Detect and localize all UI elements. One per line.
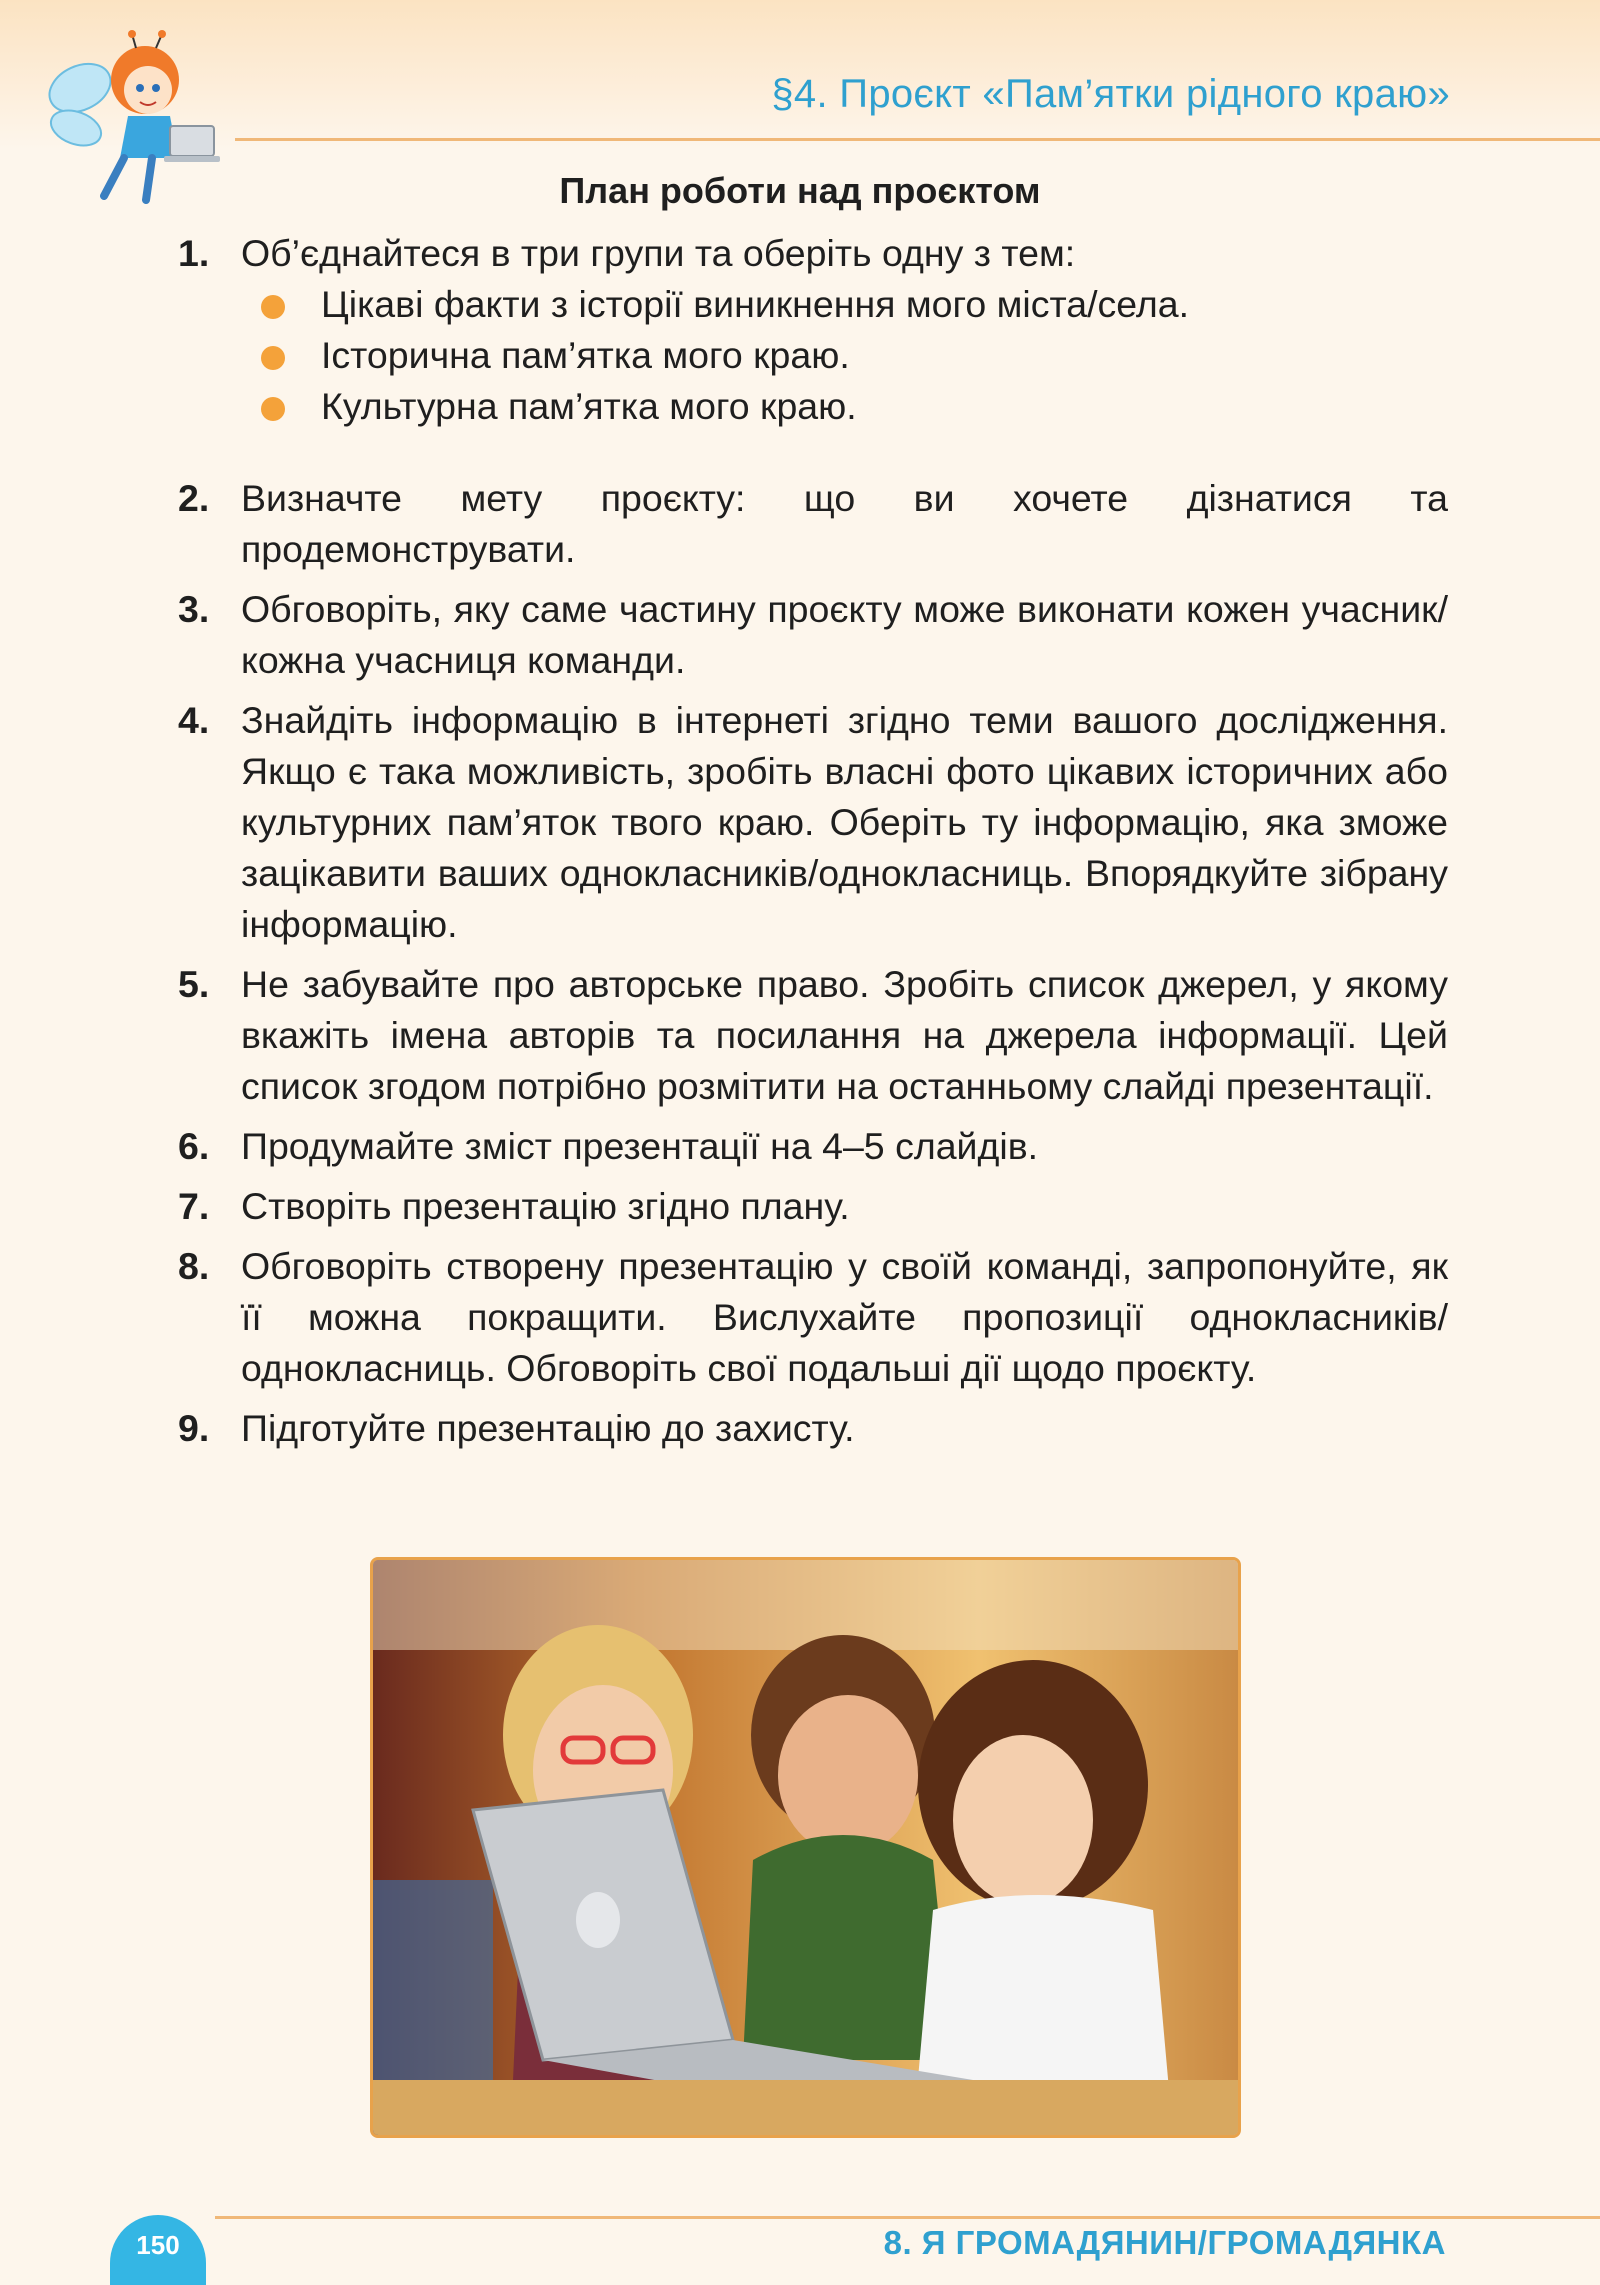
topic-text: Історична пам’ятка мого краю. bbox=[321, 334, 850, 376]
item-text: Підготуйте презентацію до захисту. bbox=[241, 1407, 855, 1449]
list-item bbox=[178, 584, 1448, 686]
item-number: 7. bbox=[178, 1185, 210, 1227]
header-divider bbox=[235, 138, 1600, 141]
section-title: §4. Проєкт «Пам’ятки рідного краю» bbox=[771, 72, 1450, 116]
item-number: 1. bbox=[178, 232, 210, 274]
list-item bbox=[178, 228, 1448, 432]
footer-divider bbox=[215, 2216, 1600, 2219]
item-number: 6. bbox=[178, 1125, 210, 1167]
list-item bbox=[178, 1181, 1448, 1232]
item-number: 5. bbox=[178, 963, 210, 1005]
item-text: Знайдіть інформацію в інтернеті згідно теми вашого дослідження. Якщо є така можливість, зробіть власні фото цікавих історичних або культурних пам’яток твого краю. Оберіть ту інформацію, яка зможе зацікавити ваших однокласників/однокласниць. Впорядкуйте зібрану інформацію. bbox=[241, 699, 1448, 945]
item-number: 3. bbox=[178, 588, 210, 630]
plan-list bbox=[178, 228, 1448, 1463]
item-number: 9. bbox=[178, 1407, 210, 1449]
item-number: 2. bbox=[178, 477, 210, 519]
topic-text: Цікаві факти з історії виникнення мого міста/села. bbox=[321, 283, 1190, 325]
item-text: Обговоріть, яку саме частину проєкту може виконати кожен учасник/кожна учасниця команди. bbox=[241, 588, 1448, 681]
item-number: 8. bbox=[178, 1245, 210, 1287]
page-number-badge: 150 bbox=[110, 2215, 206, 2285]
chapter-title: 8. Я ГРОМАДЯНИН/ГРОМАДЯНКА bbox=[883, 2224, 1446, 2261]
list-item bbox=[178, 473, 1448, 575]
list-item bbox=[178, 1121, 1448, 1172]
item-text: Об’єднайтеся в три групи та оберіть одну з тем: bbox=[241, 232, 1076, 274]
plan-heading: План роботи над проєктом bbox=[559, 170, 1041, 211]
topic-item bbox=[241, 381, 1448, 432]
topic-list bbox=[241, 279, 1448, 432]
item-text: Обговоріть створену презентацію у своїй команді, запропонуйте, як її можна покращити. Вислухайте пропозиції однокласників/однокласниць. Обговоріть свої подальші дії щодо проєкту. bbox=[241, 1245, 1448, 1389]
list-item bbox=[178, 1403, 1448, 1454]
list-item bbox=[178, 695, 1448, 950]
item-text: Створіть презентацію згідно плану. bbox=[241, 1185, 850, 1227]
bullet-dot-icon bbox=[261, 397, 285, 421]
item-text: Визначте мету проєкту: що ви хочете дізнатися та продемонструвати. bbox=[241, 477, 1448, 570]
topic-item bbox=[241, 330, 1448, 381]
children-laptop-photo bbox=[370, 1557, 1241, 2138]
photo-illustration bbox=[373, 1560, 1238, 2135]
bullet-dot-icon bbox=[261, 295, 285, 319]
item-number: 4. bbox=[178, 699, 210, 741]
topic-item bbox=[241, 279, 1448, 330]
bullet-dot-icon bbox=[261, 346, 285, 370]
list-item bbox=[178, 1241, 1448, 1394]
topic-text: Культурна пам’ятка мого краю. bbox=[321, 385, 857, 427]
item-text: Продумайте зміст презентації на 4–5 слайдів. bbox=[241, 1125, 1039, 1167]
list-item bbox=[178, 959, 1448, 1112]
item-text: Не забувайте про авторське право. Зробіть список джерел, у якому вкажіть імена авторів та посилання на джерела інформації. Цей список згодом потрібно розмітити на останньому слайді презентації. bbox=[241, 963, 1448, 1107]
